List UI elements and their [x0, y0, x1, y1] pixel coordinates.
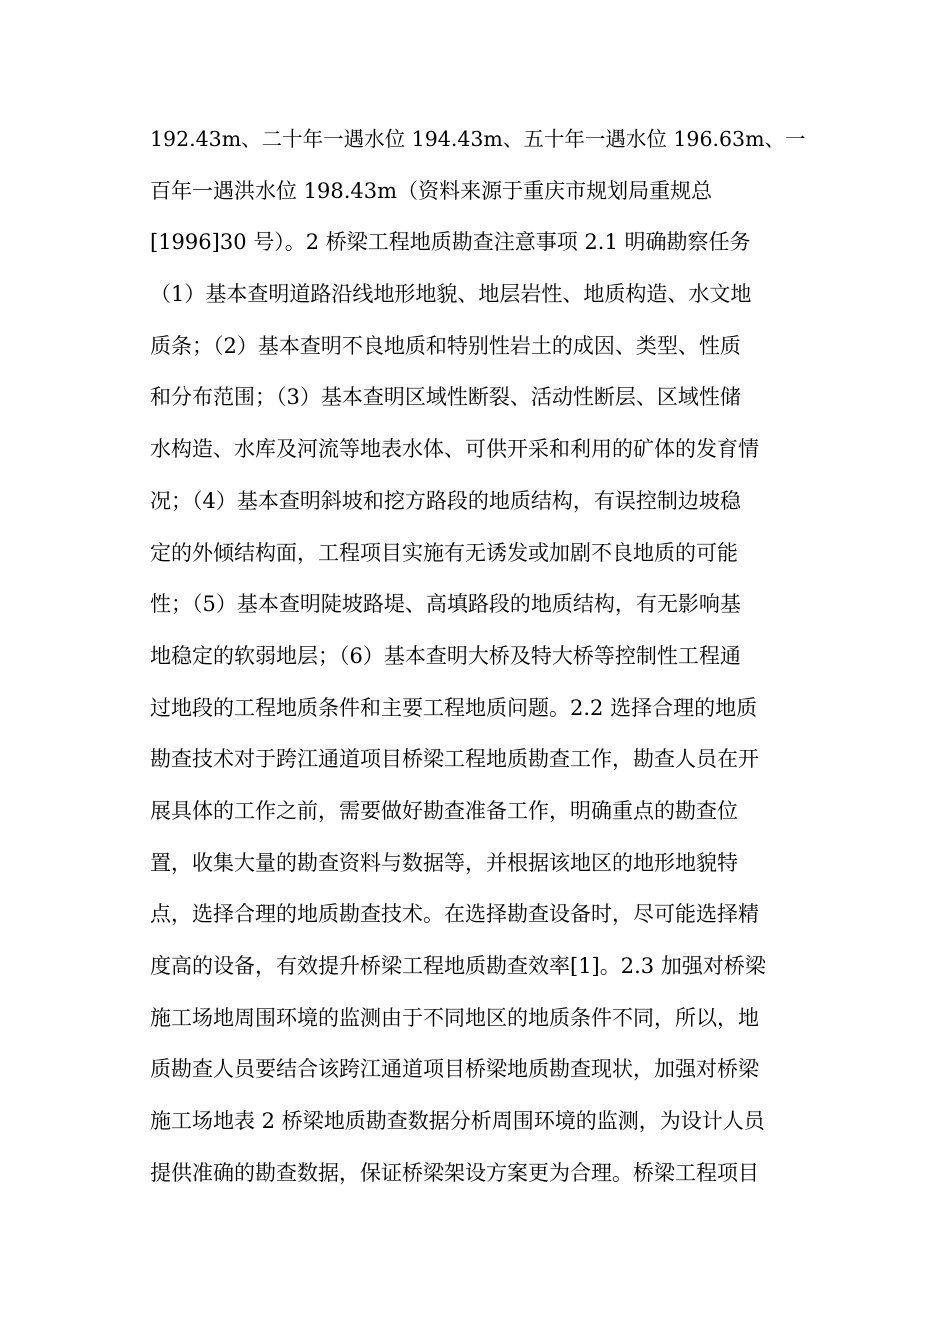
- text-line: 百年一遇洪水位 198.43m（资料来源于重庆市规划局重规总: [150, 178, 713, 203]
- text-line: 点，选择合理的地质勘查技术。在选择勘查设备时，尽可能选择精: [150, 902, 759, 927]
- text-line: 勘查技术对于跨江通道项目桥梁工程地质勘查工作，勘查人员在开: [150, 747, 759, 772]
- text-line: 施工场地表 2 桥梁地质勘查数据分析周围环境的监测，为设计人员: [150, 1109, 765, 1134]
- text-line: 定的外倾结构面，工程项目实施有无诱发或加剧不良地质的可能: [150, 540, 738, 565]
- text-line: 展具体的工作之前，需要做好勘查准备工作，明确重点的勘查位: [150, 798, 738, 823]
- text-line: 施工场地周围环境的监测由于不同地区的地质条件不同，所以，地: [150, 1005, 759, 1030]
- body-text: [150, 114, 810, 1199]
- text-line: 提供准确的勘查数据，保证桥梁架设方案更为合理。桥梁工程项目: [150, 1160, 759, 1185]
- text-line: 过地段的工程地质条件和主要工程地质问题。2.2 选择合理的地质: [150, 695, 758, 720]
- text-line: 水构造、水库及河流等地表水体、可供开采和利用的矿体的发育情: [150, 437, 759, 462]
- text-line: 192.43m、二十年一遇水位 194.43m、五十年一遇水位 196.63m、一: [150, 127, 806, 151]
- text-line: 和分布范围；（3）基本查明区域性断裂、活动性断层、区域性储: [150, 385, 741, 410]
- text-line: 况；（4）基本查明斜坡和挖方路段的地质结构，有误控制边坡稳: [150, 488, 741, 513]
- text-line: [1996]30 号）。2 桥梁工程地质勘查注意事项 2.1 明确勘察任务: [150, 230, 751, 255]
- text-line: 地稳定的软弱地层；（6）基本查明大桥及特大桥等控制性工程通: [150, 643, 741, 668]
- text-line: 置，收集大量的勘查资料与数据等，并根据该地区的地形地貌特: [150, 850, 738, 875]
- text-line: 性；（5）基本查明陡坡路堤、高填路段的地质结构，有无影响基: [150, 592, 741, 617]
- text-line: 度高的设备，有效提升桥梁工程地质勘查效率[1]。2.3 加强对桥梁: [150, 954, 766, 978]
- text-line: 质条；（2）基本查明不良地质和特别性岩土的成因、类型、性质: [150, 333, 741, 358]
- text-line: 质勘查人员要结合该跨江通道项目桥梁地质勘查现状，加强对桥梁: [150, 1057, 759, 1082]
- text-line: （1）基本查明道路沿线地形地貌、地层岩性、地质构造、水文地: [150, 282, 752, 307]
